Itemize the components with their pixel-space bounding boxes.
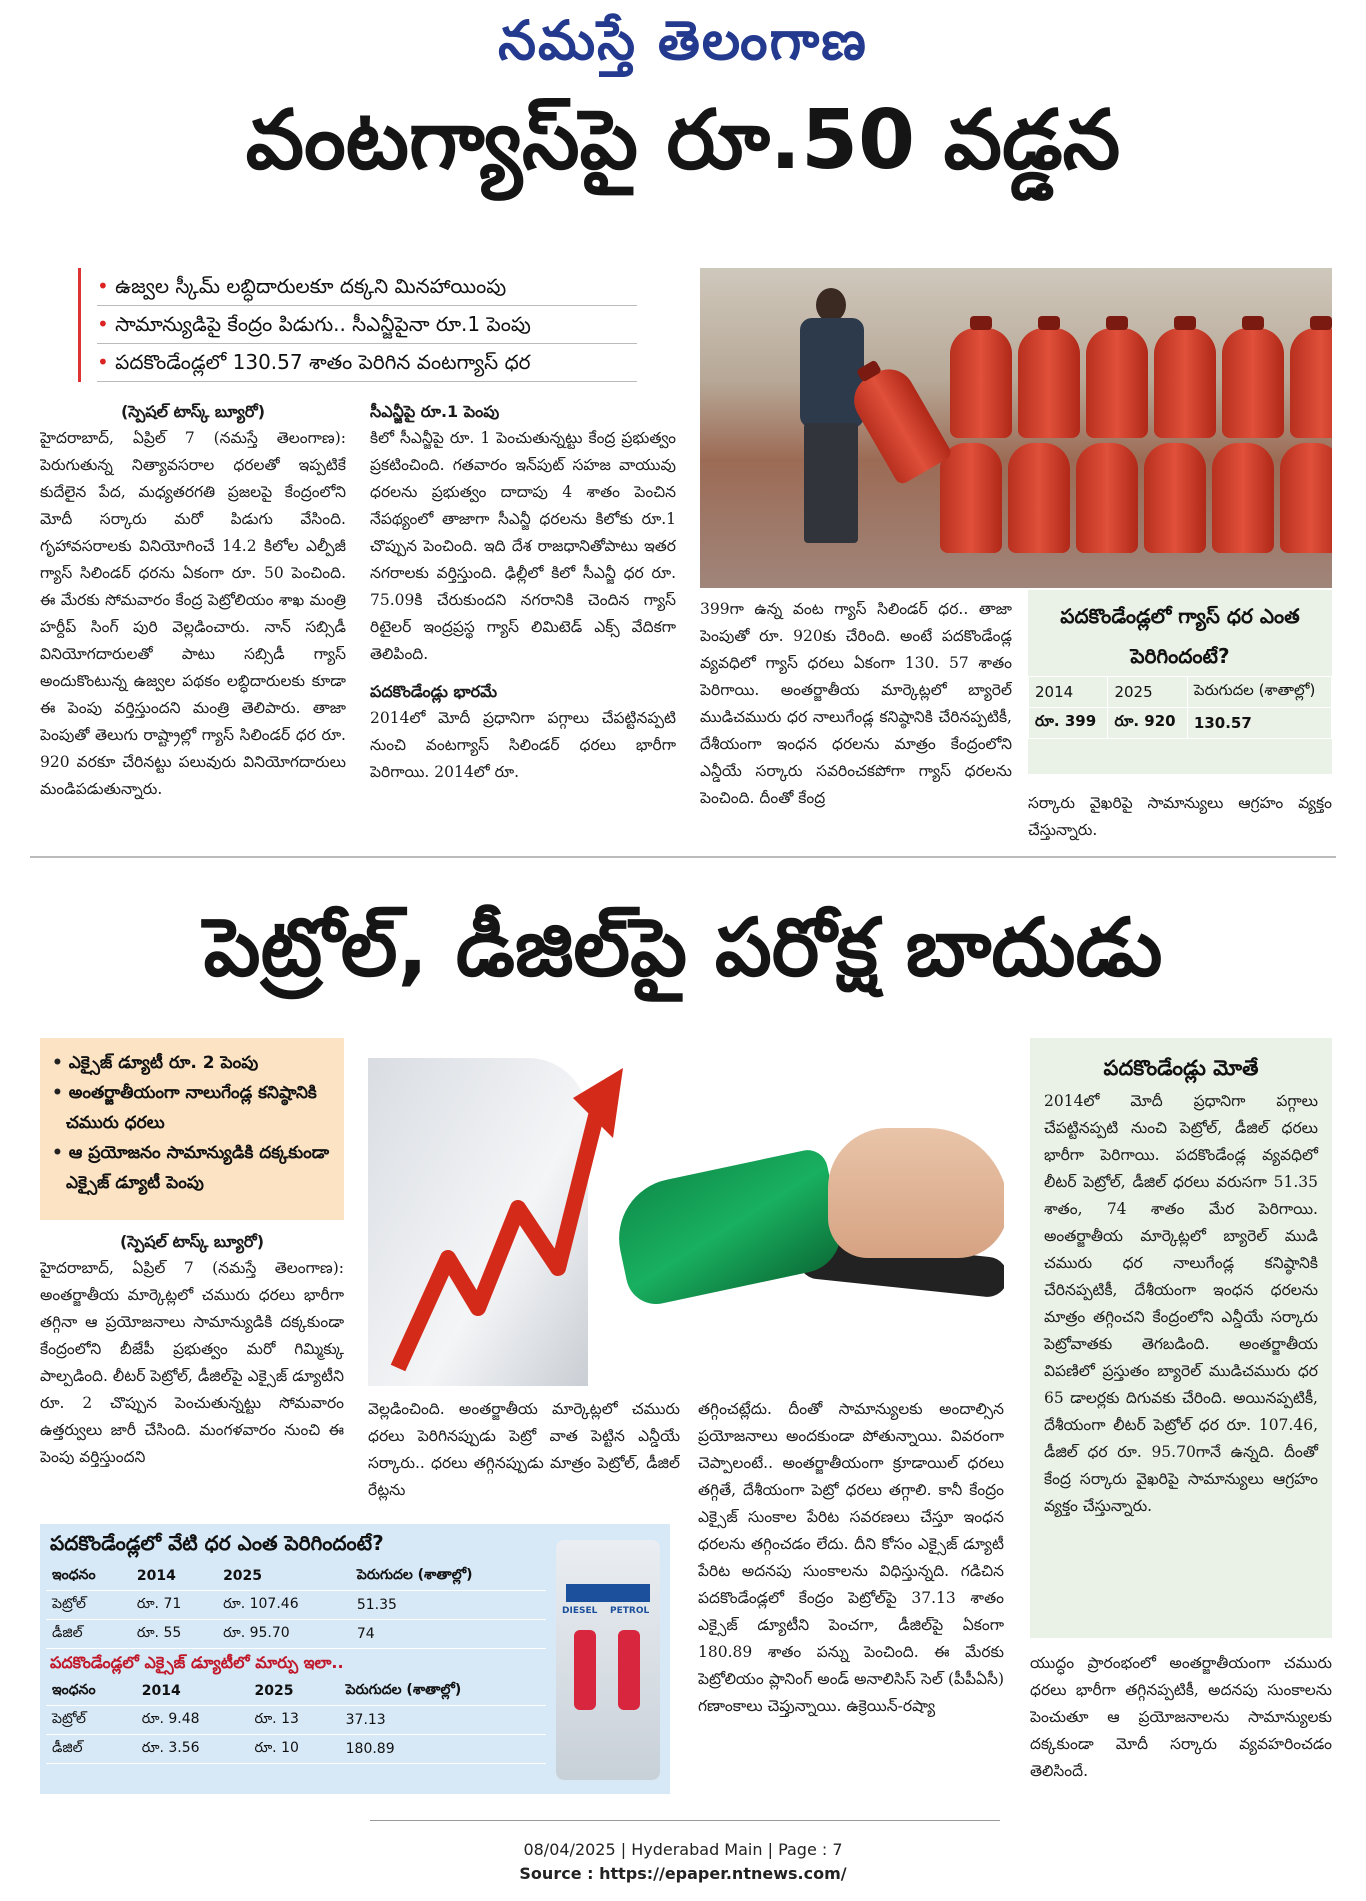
story1-column-3 [700,596,1012,848]
story2-col4-text: యుద్ధం ప్రారంభంలో అంతర్జాతీయంగా చమురు ధరలు భారీగా తగ్గినప్పటికీ, అదనపు సుంకాలను పెంచుతూ ఆ ప్రయోజనాలను సామాన్యులకు దక్కకుండా మోదీ సర్కారు వ్యవహరించడం తెలిసిందే. [1030,1654,1332,1780]
pump-label-diesel: DIESEL [562,1606,598,1616]
sidebar-title: పదకొండేండ్లు మోతే [1103,1056,1259,1080]
story2-col3-text: తగ్గించట్లేదు. దీంతో సామాన్యులకు అందాల్సిన ప్రయోజనాలు అందకుండా పోతున్నాయి. వివరంగా చెప్పాలంటే.. అంతర్జాతీయంగా క్రూడాయిల్ ధరలు తగ్గితే, దేశీయంగా పెట్రో ధరలు తగ్గాలి. కానీ కేంద్రం ఎక్సైజ్ సుంకాల పేరిట సవరణలు చేస్తూ ఇంధన ధరలను తగ్గించడం లేదు. దీని కోసం ఎక్సైజ్ డ్యూటీ పేరిట అదనపు సుంకాలను విధిస్తున్నది. గడిచిన పదకొండేండ్లలో కేంద్రం పెట్రోల్‌పై 37.13 శాతం ఎక్సైజ్ డ్యూటీని పెంచగా, డీజిల్‌పై ఏకంగా 180.89 శాతం పన్ను పెంచింది. ఈ మేరకు పెట్రోలియం ప్లానింగ్ అండ్ అనాలిసిస్ సెల్ (పీపీఏసీ) గణాంకాలు చెప్తున్నాయి. ఉక్రెయిన్-రష్యా [698,1400,1004,1715]
gas-cylinders-photo [700,268,1332,588]
story1-column-4 [1028,790,1332,850]
story2-col2-text: వెల్లడించింది. అంతర్జాతీయ మార్కెట్లలో చమురు ధరలు పెరిగినప్పుడు పెట్రో వాత పెట్టిన ఎన్డీయే సర్కారు.. ధరలు తగ్గినప్పుడు మాత్రం పెట్రోల్, డీజిల్ రేట్లను [368,1400,680,1499]
story2-headline: పెట్రోల్, డీజిల్‌పై పరోక్ష బాదుడు [203,901,1163,994]
table-header: 2014 [131,1562,217,1591]
table-cell: రూ. 920 [1108,708,1187,739]
table-cell: రూ. 399 [1029,708,1108,739]
fuel-price-table-box [40,1524,670,1794]
table-cell: రూ. 10 [249,1735,340,1764]
table-cell: 180.89 [340,1735,546,1764]
story1-bullets [78,268,637,382]
story2-column-3 [698,1396,1004,1792]
story1-column-2 [370,398,676,848]
story1-col1-text: హైదరాబాద్, ఏప్రిల్ 7 (నమస్తే తెలంగాణ): పెరుగుతున్న నిత్యావసరాల ధరలతో ఇప్పటికే కుదేలైన పేద, మధ్యతరగతి ప్రజలపై కేంద్రంలోని మోదీ సర్కారు మరో పిడుగు వేసింది. గృహావసరాలకు వినియోగించే 14.2 కిలోల ఎల్పీజీ గ్యాస్ సిలిండర్ ధరను ఏకంగా రూ. 50 పెంచింది. ఈ మేరకు సోమవారం కేంద్ర పెట్రోలియం శాఖ మంత్రి హర్దీప్ సింగ్ పురి వెల్లడించారు. నాన్ సబ్సిడీ వినియోగదారులతో పాటు సబ్సిడీ గ్యాస్ అందుకొంటున్న ఉజ్వల పథకం లబ్ధిదారులకు కూడా ఈ పెంపు వర్తిస్తుందని మంత్రి తెలిపారు. తాజా పెంపుతో తెలుగు రాష్ట్రాల్లో గ్యాస్ సిలిండర్ ధర రూ. 920 వరకూ చేరినట్టు పలువురు వినియోగదారులు మండిపడుతున్నారు. [40,429,346,798]
section-divider [30,856,1336,858]
table-cell: పెట్రోల్ [46,1591,131,1620]
table-cell: రూ. 107.46 [217,1591,351,1620]
story1-bullet: • సామాన్యుడిపై కేంద్రం పిడుగు.. సీఎన్జీపైనా రూ.1 పెంపు [97,306,637,344]
story1-headline: వంటగ్యాస్‌పై రూ.50 వడ్డన [245,93,1121,188]
gas-table-title: పదకొండేండ్లలో గ్యాస్ ధర ఎంత పెరిగిందంటే? [1060,604,1300,668]
story2-column-2 [368,1396,680,1518]
story1-col2-text-2: 2014లో మోదీ ప్రధానిగా పగ్గాలు చేపట్టినప్పటి నుంచి వంటగ్యాస్ సిలిండర్ ధరలు భారీగా పెరిగాయి. 2014లో రూ. [370,709,676,781]
excise-table-title: పదకొండేండ్లలో ఎక్సైజ్ డ్యూటీలో మార్పు ఇలా.. [50,1653,344,1672]
story2-bullet: • అంతర్జాతీయంగా నాలుగేండ్ల కనిష్ఠానికి చమురు ధరలు [40,1078,344,1138]
gas-table [1028,676,1332,739]
table-cell: రూ. 71 [131,1591,217,1620]
table-header: పెరుగుదల (శాతాల్లో) [340,1677,546,1706]
story1-byline: (స్పెషల్ టాస్క్ బ్యూరో) [120,402,266,421]
table-header: 2025 [217,1562,351,1591]
story1-column-1 [40,398,346,848]
sidebar-text-wrap [1030,1088,1332,1520]
table-header: 2014 [1029,677,1108,708]
table-header: ఇంధనం [46,1562,131,1591]
pump-gun [618,1630,640,1710]
story2-column-1 [40,1228,344,1518]
table-cell: రూ. 3.56 [136,1735,249,1764]
story1-bullet: • పదకొండేండ్లలో 130.57 శాతం పెరిగిన వంటగ్యాస్ ధర [97,344,637,382]
table-cell: 74 [351,1620,546,1649]
table-cell: 37.13 [340,1706,546,1735]
fuel-nozzle-photo [368,1038,1004,1386]
story1-col3-text: 399గా ఉన్న వంట గ్యాస్ సిలిండర్ ధర.. తాజా పెంపుతో రూ. 920కు చేరింది. అంటే పదకొండేండ్ల వ్యవధిలో గ్యాస్ ధరలు ఏకంగా 130. 57 శాతం పెరిగాయి. అంతర్జాతీయ మార్కెట్లలో బ్యారెల్ ముడిచమురు ధర నాలుగేండ్ల కనిష్ఠానికి చేరినప్పటికీ, దేశీయంగా ఇంధన ధరలను మాత్రం కేంద్రంలోని ఎన్డీయే సర్కారు సవరించకపోగా గ్యాస్ ధరలను పెంచింది. దీంతో కేంద్ర [700,600,1012,807]
story2-bullets [40,1038,344,1220]
table-header: ఇంధనం [46,1677,136,1706]
story2-byline: (స్పెషల్ టాస్క్ బ్యూరో) [119,1232,265,1251]
table-cell: 51.35 [351,1591,546,1620]
sidebar-box [1030,1038,1332,1638]
table-cell: రూ. 13 [249,1706,340,1735]
fuel-table-title: పదకొండేండ్లలో వేటి ధర ఎంత పెరిగిందంటే? [50,1531,384,1555]
table-header: పెరుగుదల (శాతాల్లో) [1187,677,1331,708]
story1-subhead-burden: పదకొండేండ్లు భారమే [370,682,498,701]
pump-screen [566,1584,650,1602]
table-cell: రూ. 95.70 [217,1620,351,1649]
pump-gun [574,1630,596,1710]
table-cell: డీజిల్ [46,1620,131,1649]
table-cell: డీజిల్ [46,1735,136,1764]
gas-price-table [1028,590,1332,774]
fuel-price-table [46,1562,546,1649]
table-cell: రూ. 9.48 [136,1706,249,1735]
story1-subhead-cng: సీఎన్జీపై రూ.1 పెంపు [370,402,500,421]
table-cell: రూ. 55 [131,1620,217,1649]
story1-col4-text: సర్కారు వైఖరిపై సామాన్యులు ఆగ్రహం వ్యక్తం చేస్తున్నారు. [1028,794,1332,839]
table-cell: 130.57 [1187,708,1331,739]
footer [0,1838,1366,1886]
sidebar-text: 2014లో మోదీ ప్రధానిగా పగ్గాలు చేపట్టినప్పటి నుంచి పెట్రోల్, డీజిల్ ధరలు భారీగా పెరిగాయి. పదకొండేండ్ల వ్యవధిలో లీటర్ పెట్రోల్, డీజిల్ ధరలు వరుసగా 51.35 శాతం, 74 శాతం మేర పెరిగాయి. అంతర్జాతీయ మార్కెట్లలో బ్యారెల్ ముడి చమురు ధర నాలుగేండ్ల కనిష్ఠానికి చేరినప్పటికీ, దేశీయంగా ఇంధన ధరలను మాత్రం తగ్గించని కేంద్రంలోని ఎన్డీయే సర్కారు పెట్రోవాతకు తెగబడింది. అంతర్జాతీయ విపణిలో ప్రస్తుతం బ్యారెల్ ముడిచమురు ధర 65 డాలర్లకు దిగువకు చేరింది. అయినప్పటికీ, దేశీయంగా లీటర్ పెట్రోల్ ధర రూ. 107.46, డీజిల్ ధర రూ. 95.70గానే ఉన్నది. దీంతో కేంద్ర సర్కారు వైఖరిపై సామాన్యులు ఆగ్రహం వ్యక్తం చేస్తున్నారు. [1044,1092,1318,1515]
table-header: 2014 [136,1677,249,1706]
table-cell: పెట్రోల్ [46,1706,136,1735]
table-header: 2025 [1108,677,1187,708]
story2-col1-text: హైదరాబాద్, ఏప్రిల్ 7 (నమస్తే తెలంగాణ): అంతర్జాతీయ మార్కెట్లలో చమురు ధరలు భారీగా తగ్గినా ఆ ప్రయోజనాలు సామాన్యుడికి దక్కకుండా కేంద్రంలోని బీజేపీ ప్రభుత్వం మరో గిమ్మిక్కు పాల్పడింది. లీటర్ పెట్రోల్, డీజిల్‌పై ఎక్సైజ్ డ్యూటీని రూ. 2 చొప్పున పెంచుతున్నట్టు సోమవారం ఉత్తర్వులు జారీ చేసింది. మంగళవారం నుంచి ఈ పెంపు వర్తిస్తుందని [40,1259,344,1466]
footer-date-page: 08/04/2025 | Hyderabad Main | Page : 7 [523,1840,843,1859]
hand [828,1128,1004,1258]
table-header: పెరుగుదల (శాతాల్లో) [351,1562,546,1591]
pump-label-petrol: PETROL [610,1606,650,1616]
excise-duty-table [46,1677,546,1764]
table-header: 2025 [249,1677,340,1706]
story2-column-4 [1030,1650,1332,1792]
story2-bullet: • ఆ ప్రయోజనం సామాన్యుడికి దక్కకుండా ఎక్సైజ్ డ్యూటీ పెంపు [40,1138,344,1198]
person-figure [790,288,870,548]
story2-bullet: • ఎక్సైజ్ డ్యూటీ రూ. 2 పెంపు [40,1048,344,1078]
fuel-pump-illustration [556,1540,660,1780]
footer-rule [370,1820,1000,1821]
masthead: నమస్తే తెలంగాణ [498,8,868,72]
story1-bullet: • ఉజ్వల స్కీమ్ లబ్ధిదారులకూ దక్కని మినహాయింపు [97,268,637,306]
story1-col2-text: కిలో సీఎన్జీపై రూ. 1 పెంచుతున్నట్టు కేంద్ర ప్రభుత్వం ప్రకటించింది. గతవారం ఇన్‌పుట్ సహజ వాయువు ధరలను ప్రభుత్వం దాదాపు 4 శాతం పెంచిన నేపథ్యంలో తాజాగా సీఎన్జీ ధరలను కిలోకు రూ.1 చొప్పున పెంచింది. ఇది దేశ రాజధానితోపాటు ఇతర నగరాలకు వర్తిస్తుంది. ఢిల్లీలో కిలో సీఎన్జీ ధర రూ. 75.09కి చేరుకుందని నగరానికి చెందిన గ్యాస్ రిటైలర్ ఇంద్రప్రస్థ గ్యాస్ లిమిటెడ్ ఎక్స్ వేదికగా తెలిపింది. [370,429,676,663]
footer-source: Source : https://epaper.ntnews.com/ [519,1864,847,1883]
